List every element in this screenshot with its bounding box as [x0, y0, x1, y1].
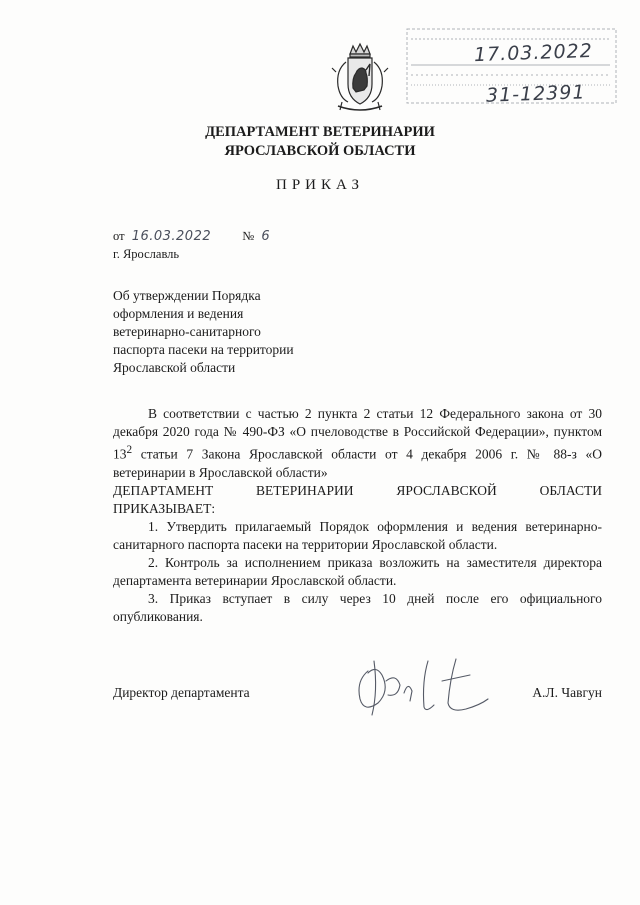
decree-line: [113, 482, 602, 500]
preamble-superscript: 2: [126, 444, 133, 456]
from-label: от: [113, 229, 125, 243]
order-body: [113, 405, 602, 626]
document-type-title: ПРИКАЗ: [276, 177, 364, 193]
preamble-text: В соответствии с частью 2 пункта 2 статьи 12 Федерального закона от 30 декабря 2020 года № 490-ФЗ «О пчеловодстве в Российской Федерации», пунктом 13: [113, 406, 602, 462]
decree-word: ДЕПАРТАМЕНТ: [113, 482, 214, 498]
city: г. Ярославль: [113, 247, 180, 261]
subject-line: паспорта пасеки на территории: [113, 342, 294, 357]
order-date: 16.03.2022: [131, 229, 212, 244]
handwritten-signature: [338, 651, 508, 721]
stamp-received-date: 17.03.2022: [473, 39, 594, 67]
preamble-paragraph: [113, 405, 602, 482]
order-number: 6: [261, 229, 270, 244]
subject-line: Об утверждении Порядка: [113, 288, 261, 303]
signatory-name: А.Л. Чавгун: [532, 685, 602, 700]
subject-line: оформления и ведения: [113, 306, 244, 321]
order-item: 3. Приказ вступает в силу через 10 дней после его официального опубликования.: [113, 590, 602, 624]
subject-line: ветеринарно-санитарного: [113, 324, 261, 339]
decree-word: ОБЛАСТИ: [539, 482, 602, 498]
signature-block: [113, 685, 602, 725]
preamble-text: статьи 7 Закона Ярославской области от 4 декабря 2006 г. № 88-з «О ветеринарии в Ярославской области»: [113, 446, 602, 480]
order-date-number-line: [113, 229, 270, 244]
number-label: №: [242, 229, 255, 243]
department-title-line: ДЕПАРТАМЕНТ ВЕТЕРИНАРИИ: [205, 124, 435, 140]
department-title-line: ЯРОСЛАВСКОЙ ОБЛАСТИ: [224, 143, 416, 159]
coat-of-arms-emblem: [322, 40, 398, 116]
order-subject: [113, 287, 333, 377]
order-item: 1. Утвердить прилагаемый Порядок оформления и ведения ветеринарно-санитарного паспорта пасеки на территории Ярославской области.: [113, 518, 602, 552]
department-title: [0, 123, 640, 161]
order-item: 2. Контроль за исполнением приказа возложить на заместителя директора департамента ветеринарии Ярославской области.: [113, 554, 602, 588]
decree-word: ВЕТЕРИНАРИИ: [256, 482, 354, 498]
subject-line: Ярославской области: [113, 360, 236, 375]
signatory-role: Директор департамента: [113, 685, 250, 700]
decree-word: ЯРОСЛАВСКОЙ: [396, 482, 497, 498]
stamp-registration-number: 31-12391: [485, 81, 586, 107]
decree-verb: ПРИКАЗЫВАЕТ:: [113, 500, 216, 516]
